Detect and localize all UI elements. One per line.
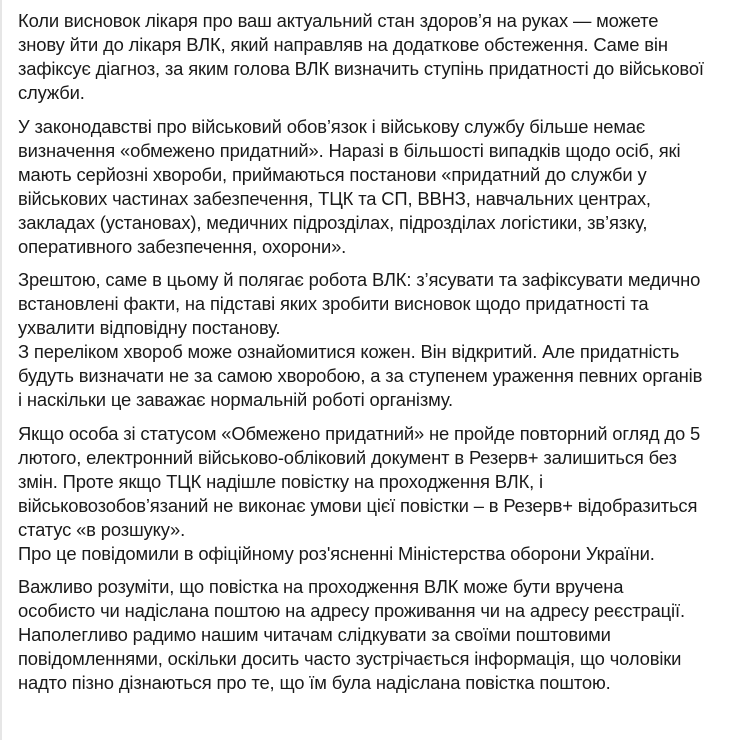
text-line: З переліком хвороб може ознайомитися кожен. Він відкритий. Але придатність — [18, 341, 680, 362]
paragraph-vlk-conclusion — [18, 9, 738, 105]
left-border-rule — [0, 0, 2, 740]
text-line: статус «в розшуку». — [18, 518, 186, 540]
text-line: У законодавстві про військовий обов’язок і військову службу більше немає — [18, 115, 646, 137]
paragraph-summons-delivery — [18, 575, 738, 695]
text-line: лютого, електронний військово-обліковий документ в Резерв+ залишиться без — [18, 446, 677, 468]
text-line: надто пізно дізнаються про те, що їм була надіслана повістка поштою. — [18, 672, 611, 693]
paragraph-reserve-plus-status — [18, 422, 738, 566]
paragraph-legislation — [18, 115, 738, 259]
text-line: ухвалити відповідну постанову. — [18, 317, 281, 338]
text-line: служби. — [18, 82, 85, 103]
text-line: змін. Проте якщо ТЦК надішле повістку на проходження ВЛК, і — [18, 470, 543, 492]
text-line: Зрештою, саме в цьому й полягає робота ВЛК: з’ясувати та зафіксувати медично — [18, 269, 701, 290]
text-line: зафіксує діагноз, за яким голова ВЛК визначить ступінь придатності до військової — [18, 58, 704, 79]
text-line: і наскільки це заважає нормальній роботі організму. — [18, 389, 453, 410]
paragraph-vlk-work — [18, 268, 738, 412]
text-line: Коли висновок лікаря про ваш актуальний стан здоров’я на руках — можете — [18, 10, 659, 31]
text-line: визначення «обмежено придатний». Наразі в більшості випадків щодо осіб, які — [18, 139, 681, 161]
text-line: військових частинах забезпечення, ТЦК та СП, ВВНЗ, навчальних центрах, — [18, 187, 651, 209]
text-line: будуть визначати не за самою хворобою, а за ступенем ураження певних органів — [18, 365, 703, 386]
text-line: мають серйозні хвороби, приймаються постанови «придатний до служби у — [18, 163, 647, 185]
text-line: особисто чи надіслана поштою на адресу проживання чи на адресу реєстрації. — [18, 600, 685, 621]
text-line: встановлені факти, на підставі яких зробити висновок щодо придатності та — [18, 293, 649, 314]
text-line: військовозобов’язаний не виконає умови цієї повістки – в Резерв+ відобразиться — [18, 494, 698, 516]
text-line: Наполегливо радимо нашим читачам слідкувати за своїми поштовими — [18, 624, 611, 645]
text-line: Про це повідомили в офіційному роз'ясненні Міністерства оборони України. — [18, 542, 655, 564]
text-line: закладах (установах), медичних підрозділах, підрозділах логістики, зв’язку, — [18, 211, 648, 233]
text-line: повідомленнями, оскільки досить часто зустрічається інформація, що чоловіки — [18, 648, 682, 669]
text-line: Важливо розуміти, що повістка на проходження ВЛК може бути вручена — [18, 576, 624, 597]
text-line: Якщо особа зі статусом «Обмежено придатний» не пройде повторний огляд до 5 — [18, 422, 701, 444]
post-body-text — [18, 9, 738, 705]
text-line: оперативного забезпечення, охорони». — [18, 235, 347, 257]
text-line: знову йти до лікаря ВЛК, який направляв на додаткове обстеження. Саме він — [18, 34, 668, 55]
